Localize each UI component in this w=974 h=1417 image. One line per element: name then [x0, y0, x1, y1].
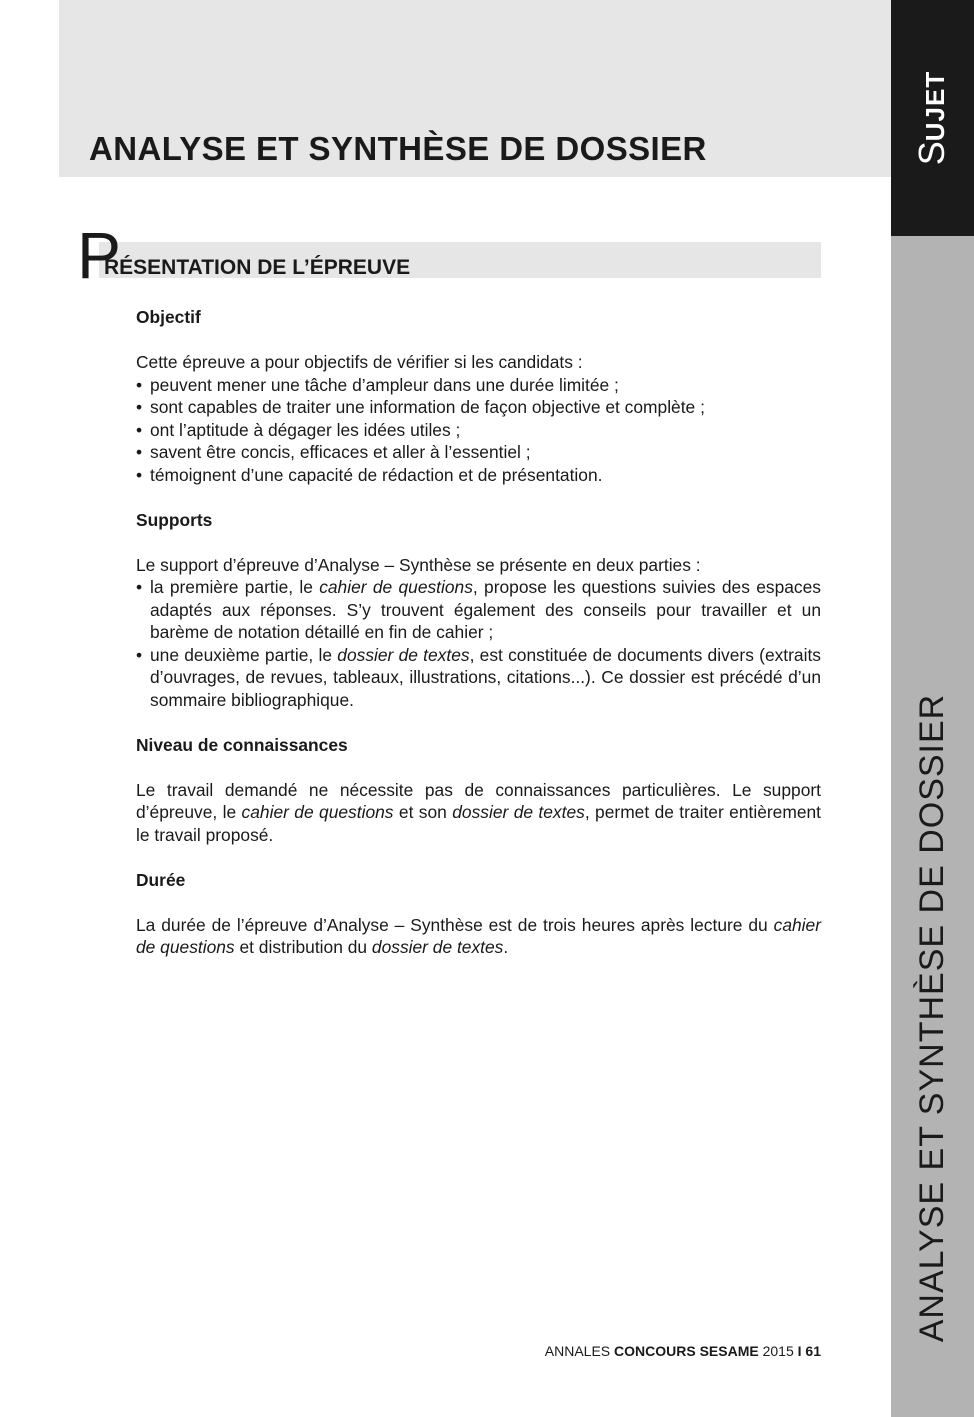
supports-heading: Supports	[136, 509, 213, 530]
duree-paragraph: La durée de l’épreuve d’Analyse – Synthèse est de trois heures après lecture du cahier de questions et distribution du dossier de textes.	[136, 914, 821, 957]
objectif-heading: Objectif	[136, 307, 201, 327]
page-footer	[545, 1343, 821, 1359]
list-item: • une deuxième partie, le dossier de textes, est constituée de documents divers (extraits d’ouvrages, de revues, tableaux, illustrations, citations...). Ce dossier est précédé d’un sommaire bibliographique.	[136, 644, 821, 712]
duree-heading: Durée	[136, 869, 186, 890]
list-item: • la première partie, le cahier de questions, propose les questions suivies des espaces adaptés aux réponses. S’y trouvent également des conseils pour travailler et un barème de notation détaillé en fin de cahier ;	[136, 576, 821, 644]
list-item: • sont capables de traiter une information de façon objective et complète ;	[136, 396, 821, 419]
section-heading-text: RÉSENTATION DE L’ÉPREUVE	[104, 256, 411, 279]
footer-year: 2015	[758, 1343, 798, 1359]
objectif-intro: Cette épreuve a pour objectifs de vérifier si les candidats :	[136, 352, 583, 372]
objectif-list	[136, 374, 821, 487]
page-title: ANALYSE ET SYNTHÈSE DE DOSSIER	[89, 130, 707, 167]
niveau-heading: Niveau de connaissances	[136, 734, 348, 755]
sujet-initial: S	[911, 141, 952, 166]
list-item: • témoignent d’une capacité de rédaction et de présentation.	[136, 464, 821, 487]
section-heading-initial: P	[77, 218, 122, 292]
footer-prefix: ANNALES	[544, 1343, 615, 1359]
list-item: • savent être concis, efficaces et aller à l’essentiel ;	[136, 441, 821, 464]
content-body	[136, 306, 821, 959]
page-number: I 61	[797, 1343, 821, 1359]
list-item: • ont l’aptitude à dégager les idées utiles ;	[136, 419, 821, 442]
list-item: • peuvent mener une tâche d’ampleur dans une durée limitée ;	[136, 374, 821, 397]
side-tab-sujet-label	[911, 70, 952, 166]
footer-brand: CONCOURS SESAME	[614, 1343, 759, 1359]
side-vertical-title: ANALYSE ET SYNTHÈSE DE DOSSIER	[913, 693, 951, 1343]
supports-intro: Le support d’épreuve d’Analyse – Synthèse se présente en deux parties :	[136, 554, 701, 575]
supports-list	[136, 576, 821, 711]
niveau-paragraph: Le travail demandé ne nécessite pas de connaissances particulières. Le support d’épreuve, le cahier de questions et son dossier de textes, permet de traiter entièrement le travail proposé.	[136, 779, 821, 845]
sujet-rest: UJET	[920, 70, 950, 142]
